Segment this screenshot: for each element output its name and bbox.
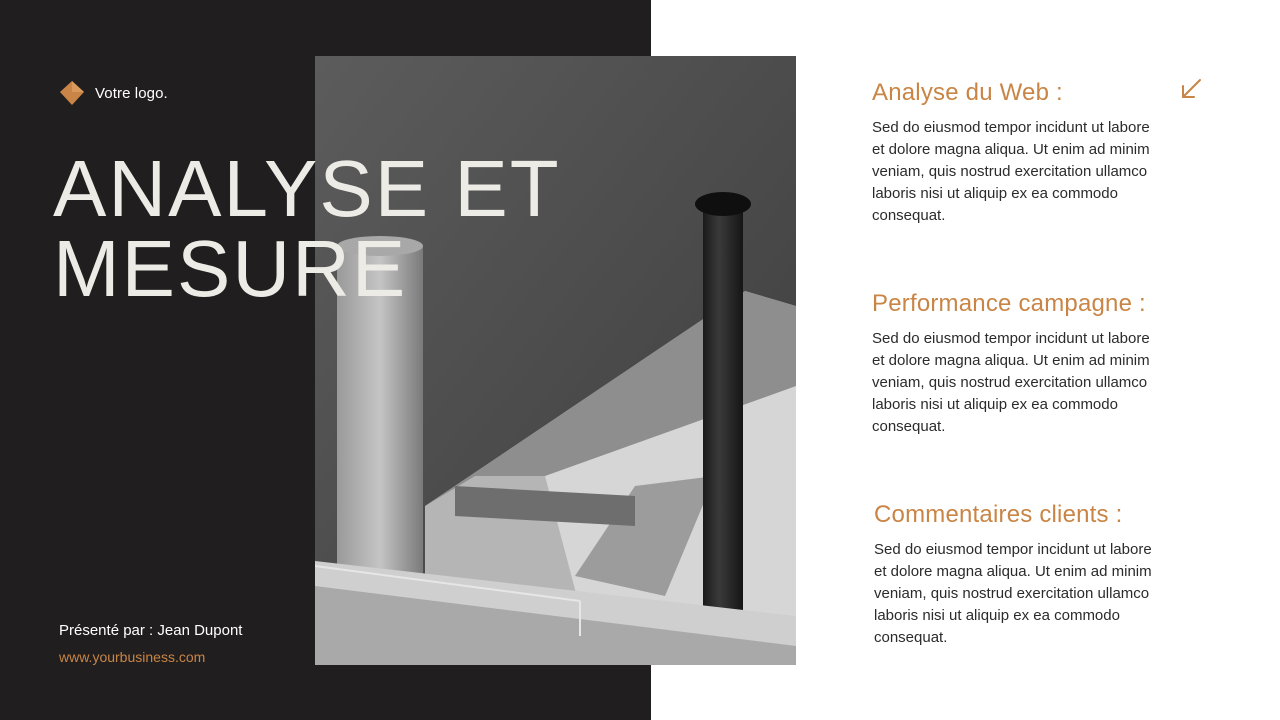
logo [59, 80, 168, 106]
section-body: Sed do eiusmod tempor incidunt ut labore et dolore magna aliqua. Ut enim ad minim veniam, quis nostrud exercitation ullamco laboris nisi ut aliquip ex ea commodo consequat. [874, 541, 1152, 646]
section-campaign-performance [872, 290, 1172, 438]
page-title [53, 144, 561, 313]
section-web-analysis [872, 79, 1172, 227]
website-link[interactable]: www.yourbusiness.com [59, 649, 206, 665]
title-line-2: MESURE [53, 224, 408, 313]
section-body: Sed do eiusmod tempor incidunt ut labore et dolore magna aliqua. Ut enim ad minim veniam, quis nostrud exercitation ullamco laboris nisi ut aliquip ex ea commodo consequat. [872, 119, 1150, 224]
section-heading: Commentaires clients : [874, 501, 1123, 528]
section-heading: Performance campagne : [872, 290, 1146, 317]
title-line-1: ANALYSE ET [53, 144, 561, 233]
section-heading: Analyse du Web : [872, 79, 1063, 106]
presenter-text: Présenté par : Jean Dupont [59, 622, 243, 639]
arrow-down-left-icon [1180, 78, 1202, 100]
logo-text: Votre logo. [95, 84, 168, 102]
diamond-logo-icon [59, 80, 85, 106]
section-customer-feedback [874, 501, 1174, 649]
section-body: Sed do eiusmod tempor incidunt ut labore et dolore magna aliqua. Ut enim ad minim veniam, quis nostrud exercitation ullamco laboris nisi ut aliquip ex ea commodo consequat. [872, 330, 1150, 435]
